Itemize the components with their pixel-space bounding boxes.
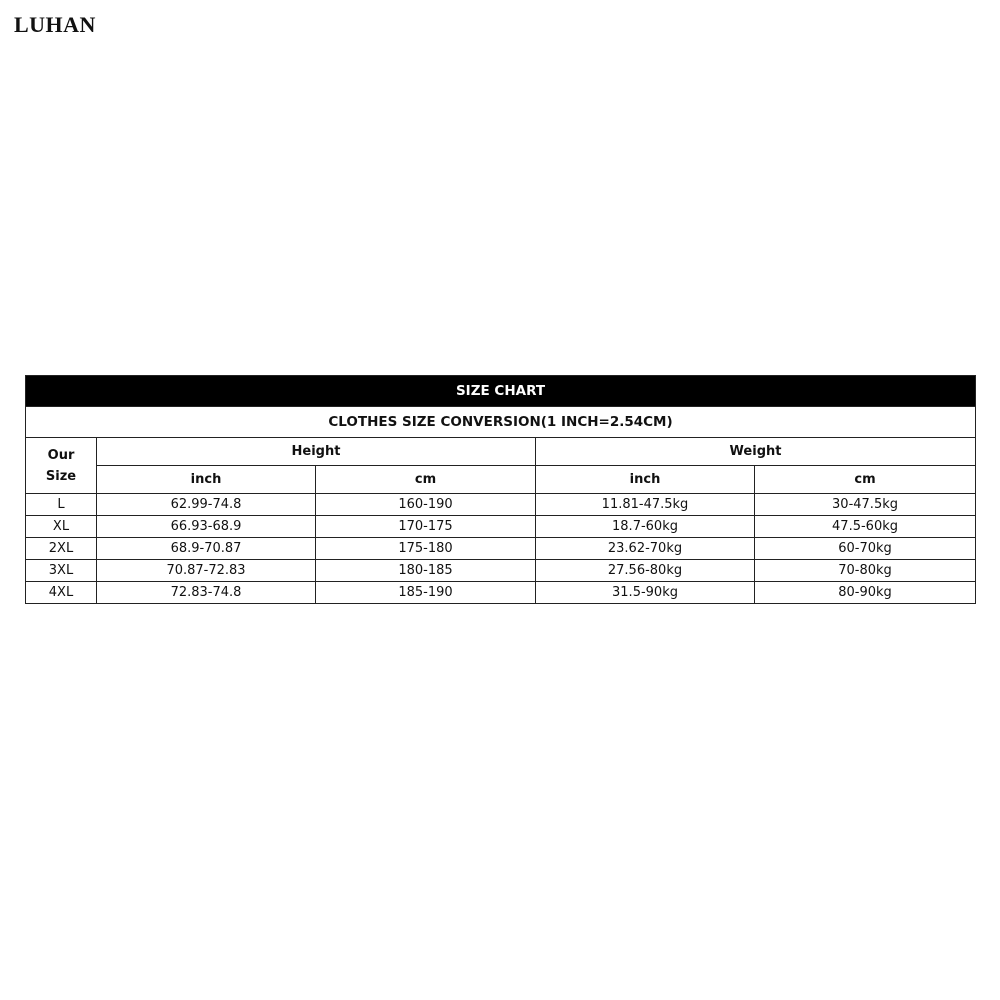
height-cm-cell: 185-190 — [316, 582, 536, 604]
height-inch-header: inch — [97, 466, 316, 494]
size-cell: XL — [26, 516, 97, 538]
size-header-line1: Our — [47, 447, 75, 463]
weight-inch-cell: 23.62-70kg — [536, 538, 755, 560]
height-inch-cell: 68.9-70.87 — [97, 538, 316, 560]
weight-cm-cell: 80-90kg — [755, 582, 976, 604]
weight-cm-cell: 47.5-60kg — [755, 516, 976, 538]
height-inch-cell: 62.99-74.8 — [97, 494, 316, 516]
table-subtitle: CLOTHES SIZE CONVERSION(1 INCH=2.54CM) — [26, 407, 976, 438]
size-chart-table — [25, 375, 976, 604]
weight-cm-cell: 60-70kg — [755, 538, 976, 560]
table-row — [26, 560, 976, 582]
size-cell: 4XL — [26, 582, 97, 604]
height-cm-cell: 160-190 — [316, 494, 536, 516]
height-inch-cell: 70.87-72.83 — [97, 560, 316, 582]
weight-inch-header: inch — [536, 466, 755, 494]
table-title: SIZE CHART — [26, 376, 976, 407]
height-inch-cell: 66.93-68.9 — [97, 516, 316, 538]
table-row — [26, 516, 976, 538]
brand-logo: LUHAN — [14, 12, 96, 37]
weight-inch-cell: 18.7-60kg — [536, 516, 755, 538]
weight-group-header: Weight — [536, 438, 976, 466]
weight-inch-cell: 31.5-90kg — [536, 582, 755, 604]
table-row — [26, 494, 976, 516]
table-row — [26, 582, 976, 604]
height-cm-header: cm — [316, 466, 536, 494]
table-row — [26, 538, 976, 560]
weight-cm-header: cm — [755, 466, 976, 494]
weight-cm-cell: 30-47.5kg — [755, 494, 976, 516]
unit-header-row — [26, 466, 976, 494]
height-group-header: Height — [97, 438, 536, 466]
size-cell: 2XL — [26, 538, 97, 560]
height-inch-cell: 72.83-74.8 — [97, 582, 316, 604]
size-column-header — [26, 438, 97, 494]
table-subtitle-row — [26, 407, 976, 438]
weight-inch-cell: 11.81-47.5kg — [536, 494, 755, 516]
size-cell: 3XL — [26, 560, 97, 582]
weight-cm-cell: 70-80kg — [755, 560, 976, 582]
height-cm-cell: 170-175 — [316, 516, 536, 538]
size-cell: L — [26, 494, 97, 516]
group-header-row — [26, 438, 976, 466]
height-cm-cell: 175-180 — [316, 538, 536, 560]
size-header-line2: Size — [45, 468, 77, 484]
height-cm-cell: 180-185 — [316, 560, 536, 582]
weight-inch-cell: 27.56-80kg — [536, 560, 755, 582]
table-title-row — [26, 376, 976, 407]
